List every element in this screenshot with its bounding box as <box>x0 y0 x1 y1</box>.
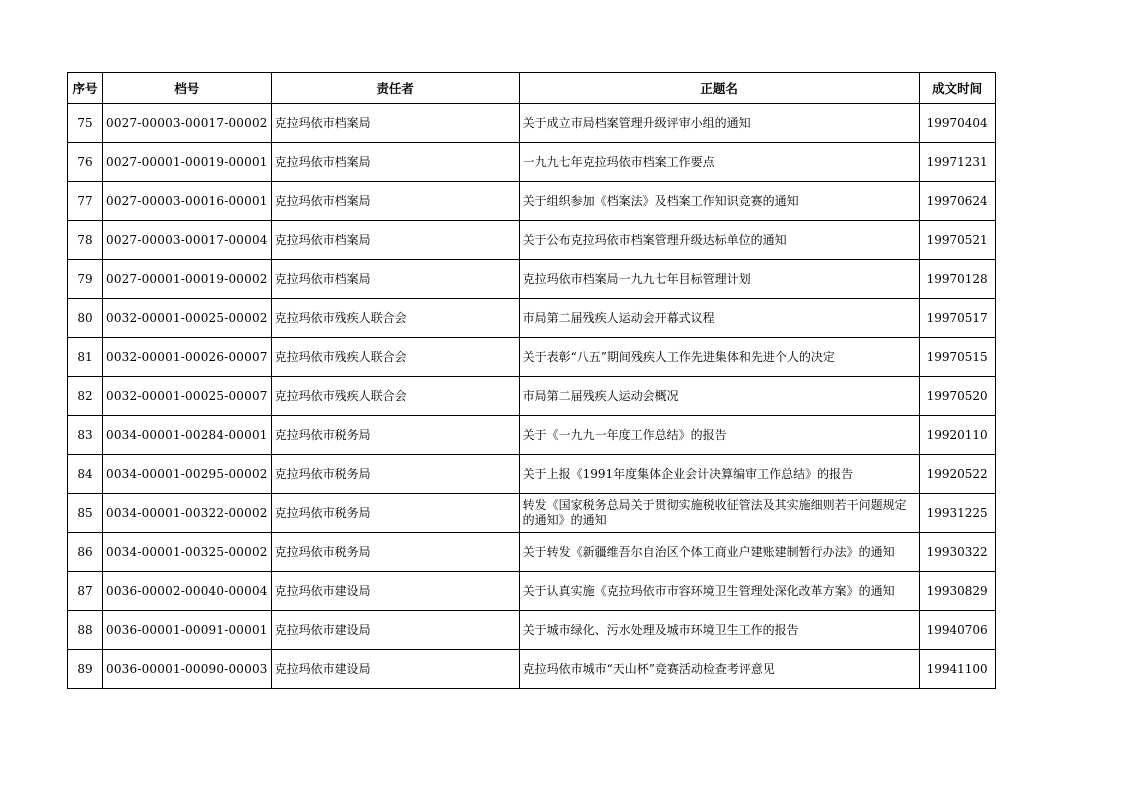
cell-responsible: 克拉玛依市税务局 <box>271 455 519 494</box>
cell-code: 0027-00001-00019-00001 <box>103 143 272 182</box>
cell-title: 市局第二届残疾人运动会开幕式议程 <box>519 299 919 338</box>
cell-responsible: 克拉玛依市建设局 <box>271 611 519 650</box>
cell-code: 0032-00001-00025-00002 <box>103 299 272 338</box>
table-row <box>68 611 996 650</box>
cell-code: 0034-00001-00295-00002 <box>103 455 272 494</box>
cell-date: 19970515 <box>919 338 995 377</box>
cell-date: 19941100 <box>919 650 995 689</box>
cell-date: 19931225 <box>919 494 995 533</box>
cell-code: 0036-00002-00040-00004 <box>103 572 272 611</box>
cell-seq: 80 <box>68 299 103 338</box>
cell-seq: 78 <box>68 221 103 260</box>
cell-date: 19970520 <box>919 377 995 416</box>
table-row <box>68 494 996 533</box>
table-row <box>68 416 996 455</box>
cell-seq: 76 <box>68 143 103 182</box>
cell-date: 19970404 <box>919 104 995 143</box>
cell-title: 关于认真实施《克拉玛依市市容环境卫生管理处深化改革方案》的通知 <box>519 572 919 611</box>
cell-code: 0027-00003-00017-00004 <box>103 221 272 260</box>
cell-responsible: 克拉玛依市档案局 <box>271 182 519 221</box>
cell-code: 0036-00001-00090-00003 <box>103 650 272 689</box>
cell-date: 19971231 <box>919 143 995 182</box>
cell-seq: 82 <box>68 377 103 416</box>
cell-seq: 89 <box>68 650 103 689</box>
cell-title: 关于城市绿化、污水处理及城市环境卫生工作的报告 <box>519 611 919 650</box>
cell-title: 关于成立市局档案管理升级评审小组的通知 <box>519 104 919 143</box>
cell-code: 0034-00001-00322-00002 <box>103 494 272 533</box>
table-row <box>68 650 996 689</box>
cell-title: 关于转发《新疆维吾尔自治区个体工商业户建账建制暂行办法》的通知 <box>519 533 919 572</box>
cell-responsible: 克拉玛依市残疾人联合会 <box>271 377 519 416</box>
cell-code: 0034-00001-00284-00001 <box>103 416 272 455</box>
table-row <box>68 104 996 143</box>
cell-date: 19970624 <box>919 182 995 221</box>
header-title: 正题名 <box>519 73 919 104</box>
cell-date: 19920522 <box>919 455 995 494</box>
cell-responsible: 克拉玛依市档案局 <box>271 221 519 260</box>
cell-responsible: 克拉玛依市建设局 <box>271 572 519 611</box>
cell-seq: 79 <box>68 260 103 299</box>
cell-title: 关于上报《1991年度集体企业会计决算编审工作总结》的报告 <box>519 455 919 494</box>
cell-seq: 75 <box>68 104 103 143</box>
cell-title: 一九九七年克拉玛依市档案工作要点 <box>519 143 919 182</box>
cell-responsible: 克拉玛依市税务局 <box>271 494 519 533</box>
cell-seq: 77 <box>68 182 103 221</box>
table-row <box>68 143 996 182</box>
cell-responsible: 克拉玛依市档案局 <box>271 143 519 182</box>
cell-title: 关于表彰“八五”期间残疾人工作先进集体和先进个人的决定 <box>519 338 919 377</box>
cell-title: 关于公布克拉玛依市档案管理升级达标单位的通知 <box>519 221 919 260</box>
cell-seq: 87 <box>68 572 103 611</box>
header-seq: 序号 <box>68 73 103 104</box>
cell-seq: 81 <box>68 338 103 377</box>
cell-seq: 85 <box>68 494 103 533</box>
cell-title: 转发《国家税务总局关于贯彻实施税收征管法及其实施细则若干问题规定的通知》的通知 <box>519 494 919 533</box>
table-row <box>68 221 996 260</box>
cell-date: 19930829 <box>919 572 995 611</box>
header-code: 档号 <box>103 73 272 104</box>
cell-responsible: 克拉玛依市税务局 <box>271 416 519 455</box>
cell-seq: 88 <box>68 611 103 650</box>
cell-code: 0032-00001-00025-00007 <box>103 377 272 416</box>
table-row <box>68 377 996 416</box>
header-date: 成文时间 <box>919 73 995 104</box>
table-row <box>68 299 996 338</box>
cell-code: 0027-00001-00019-00002 <box>103 260 272 299</box>
table-row <box>68 182 996 221</box>
cell-date: 19970517 <box>919 299 995 338</box>
cell-date: 19940706 <box>919 611 995 650</box>
cell-date: 19920110 <box>919 416 995 455</box>
cell-responsible: 克拉玛依市档案局 <box>271 260 519 299</box>
table-row <box>68 533 996 572</box>
cell-responsible: 克拉玛依市残疾人联合会 <box>271 299 519 338</box>
table-body <box>68 104 996 689</box>
cell-seq: 84 <box>68 455 103 494</box>
cell-title: 关于《一九九一年度工作总结》的报告 <box>519 416 919 455</box>
cell-code: 0027-00003-00017-00002 <box>103 104 272 143</box>
table-row <box>68 260 996 299</box>
cell-responsible: 克拉玛依市税务局 <box>271 533 519 572</box>
cell-code: 0036-00001-00091-00001 <box>103 611 272 650</box>
cell-seq: 86 <box>68 533 103 572</box>
cell-date: 19970128 <box>919 260 995 299</box>
cell-responsible: 克拉玛依市档案局 <box>271 104 519 143</box>
cell-code: 0027-00003-00016-00001 <box>103 182 272 221</box>
cell-title: 克拉玛依市档案局一九九七年目标管理计划 <box>519 260 919 299</box>
archive-catalog-table <box>67 72 996 689</box>
table-row <box>68 455 996 494</box>
table-row <box>68 572 996 611</box>
table-header <box>68 73 996 104</box>
cell-responsible: 克拉玛依市残疾人联合会 <box>271 338 519 377</box>
table-row <box>68 338 996 377</box>
cell-title: 克拉玛依市城市“天山杯”竞赛活动检查考评意见 <box>519 650 919 689</box>
cell-date: 19970521 <box>919 221 995 260</box>
header-responsible: 责任者 <box>271 73 519 104</box>
cell-date: 19930322 <box>919 533 995 572</box>
cell-code: 0034-00001-00325-00002 <box>103 533 272 572</box>
cell-title: 市局第二届残疾人运动会概况 <box>519 377 919 416</box>
cell-title: 关于组织参加《档案法》及档案工作知识竞赛的通知 <box>519 182 919 221</box>
cell-responsible: 克拉玛依市建设局 <box>271 650 519 689</box>
header-row <box>68 73 996 104</box>
cell-code: 0032-00001-00026-00007 <box>103 338 272 377</box>
cell-seq: 83 <box>68 416 103 455</box>
